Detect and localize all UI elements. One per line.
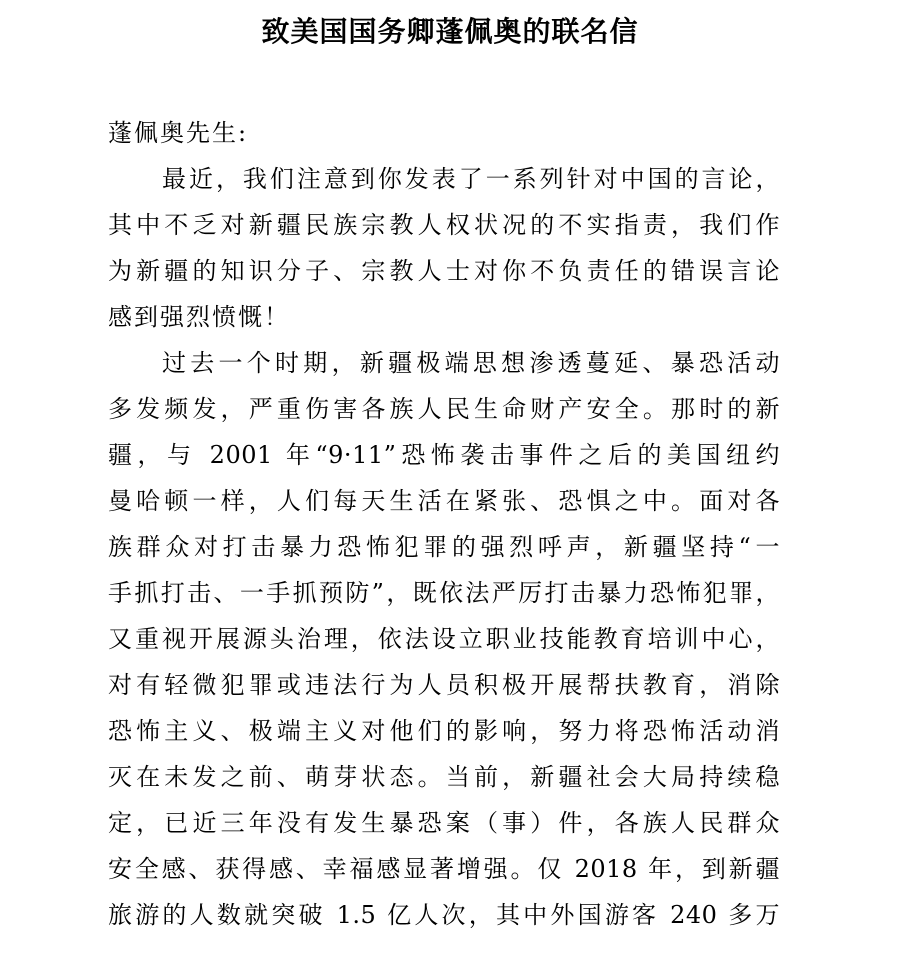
paragraph-line: 最近，我们注意到你发表了一系列针对中国的言论， xyxy=(162,165,780,193)
paragraph-1 xyxy=(108,156,780,340)
paragraph-line: 手抓打击、一手抓预防”，既依法严厉打击暴力恐怖犯罪， xyxy=(108,579,780,607)
paragraph-line: 为新疆的知识分子、宗教人士对你不负责任的错误言论 xyxy=(108,257,780,285)
paragraph-line: 安全感、获得感、幸福感显著增强。仅 2018 年，到新疆 xyxy=(108,855,780,883)
paragraph-line: 又重视开展源头治理，依法设立职业技能教育培训中心， xyxy=(108,625,780,653)
paragraph-line: 灭在未发之前、萌芽状态。当前，新疆社会大局持续稳 xyxy=(108,763,780,791)
paragraph-line: 多发频发，严重伤害各族人民生命财产安全。那时的新 xyxy=(108,395,780,423)
paragraph-line: 恐怖主义、极端主义对他们的影响，努力将恐怖活动消 xyxy=(108,717,780,745)
paragraph-line: 感到强烈愤慨！ xyxy=(108,303,290,331)
paragraph-line: 曼哈顿一样，人们每天生活在紧张、恐惧之中。面对各 xyxy=(108,487,780,515)
paragraph-line: 其中不乏对新疆民族宗教人权状况的不实指责，我们作 xyxy=(108,211,780,239)
salutation: 蓬佩奥先生: xyxy=(108,119,249,147)
paragraph-line: 定，已近三年没有发生暴恐案（事）件，各族人民群众 xyxy=(108,809,780,837)
paragraph-line: 族群众对打击暴力恐怖犯罪的强烈呼声，新疆坚持“一 xyxy=(108,533,780,561)
document-title: 致美国国务卿蓬佩奥的联名信 xyxy=(261,15,639,48)
paragraph-2 xyxy=(108,340,780,938)
letter-body xyxy=(108,110,780,938)
paragraph-line: 疆，与 2001 年“9·11”恐怖袭击事件之后的美国纽约 xyxy=(108,441,780,469)
paragraph-line: 过去一个时期，新疆极端思想渗透蔓延、暴恐活动 xyxy=(162,349,780,377)
paragraph-line: 旅游的人数就突破 1.5 亿人次，其中外国游客 240 多万 xyxy=(108,901,780,929)
paragraph-line: 对有轻微犯罪或违法行为人员积极开展帮扶教育，消除 xyxy=(108,671,780,699)
